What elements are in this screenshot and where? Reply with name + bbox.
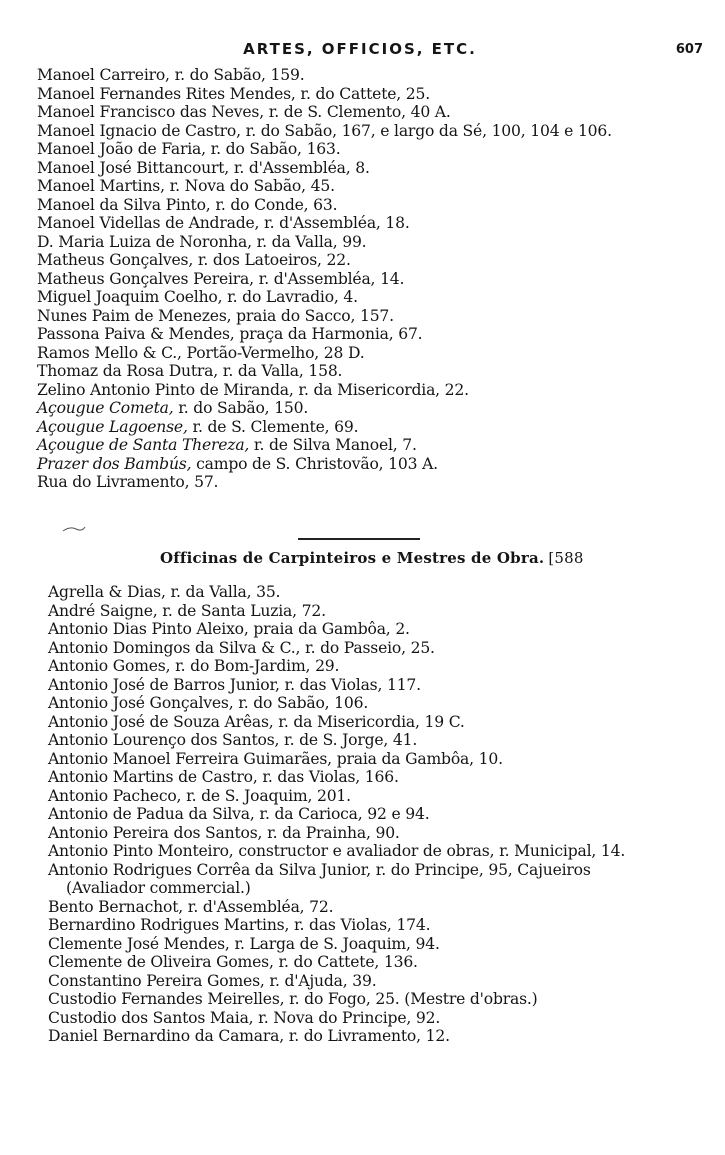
entry-name: Antonio José de Barros Junior, xyxy=(48,675,280,694)
directory-entry xyxy=(37,140,717,159)
directory-entry xyxy=(48,953,718,972)
entry-address: praia da Gambôa, 2. xyxy=(248,620,410,638)
entry-name: Manoel Ignacio de Castro, xyxy=(37,121,241,140)
entry-address: r. d'Ajuda, 39. xyxy=(264,971,377,990)
directory-entry xyxy=(48,768,718,787)
entry-name: D. Maria Luiza de Noronha, xyxy=(37,232,252,251)
directory-entry xyxy=(37,381,717,400)
directory-entry xyxy=(48,694,718,713)
entry-address: r. da Carioca, 92 e 94. xyxy=(254,805,430,823)
entry-name: Manoel da Silva Pinto, xyxy=(37,195,211,214)
directory-entry xyxy=(37,66,717,85)
directory-entry xyxy=(37,344,717,363)
entry-address: r. das Violas, 174. xyxy=(289,916,431,934)
entry-name: Clemente José Mendes, xyxy=(48,934,230,953)
entry-name: Zelino Antonio Pinto de Miranda, xyxy=(37,380,294,399)
directory-entry xyxy=(48,750,718,769)
running-head xyxy=(0,40,725,60)
entry-address: r. do Sabão, 150. xyxy=(173,399,309,417)
entry-name: Bento Bernachot, xyxy=(48,897,184,916)
directory-entry xyxy=(37,270,717,289)
entry-name: Miguel Joaquim Coelho, xyxy=(37,288,223,306)
directory-entry xyxy=(48,935,718,954)
entry-address: r. do Bom-Jardim, 29. xyxy=(170,657,340,675)
directory-entry xyxy=(37,177,717,196)
entry-address: r. das Violas, 166. xyxy=(257,768,399,786)
directory-entry xyxy=(48,1027,718,1046)
entry-name: Antonio Lourenço dos Santos, xyxy=(48,731,280,749)
directory-entry xyxy=(37,103,717,122)
entry-name: Clemente de Oliveira Gomes, xyxy=(48,953,274,971)
entry-address: r. do Passeio, 25. xyxy=(300,638,435,657)
entry-address: praça da Harmonia, 67. xyxy=(234,325,423,343)
entry-address: r. da Valla, 35. xyxy=(165,583,281,601)
directory-entry xyxy=(48,990,718,1009)
entry-address: r. de S. Joaquim, 201. xyxy=(181,786,351,805)
entry-name: Manoel Carreiro, xyxy=(37,66,170,84)
directory-entry xyxy=(37,214,717,233)
entry-address: r. de S. Clemente, 69. xyxy=(187,417,359,436)
entry-address: r. de Santa Luzia, 72. xyxy=(157,601,326,620)
directory-entry xyxy=(37,85,717,104)
entry-name: Manoel Fernandes Rites Mendes, xyxy=(37,84,296,103)
directory-entry xyxy=(37,251,717,270)
entry-address: r. do Sabão, 167, e largo da Sé, 100, 104 e 106. xyxy=(240,121,612,140)
entry-address: 57. xyxy=(189,473,219,491)
entry-name: André Saigne, xyxy=(48,601,158,620)
entry-address: r. do Livramento, 12. xyxy=(283,1027,450,1045)
directory-entry xyxy=(37,288,717,307)
entry-address: r. Larga de S. Joaquim, 94. xyxy=(229,934,440,953)
entry-name: Rua do Livramento, xyxy=(37,473,190,491)
section-divider xyxy=(298,538,420,540)
entry-name: Antonio Rodrigues Corrêa da Silva Junior, xyxy=(48,860,371,879)
directory-entry xyxy=(48,602,718,621)
entry-address: r. d'Assembléa, 72. xyxy=(183,897,334,916)
entry-address: r. da Misericordia, 19 C. xyxy=(273,712,465,731)
entry-name: Antonio José Gonçalves, xyxy=(48,694,234,712)
directory-entry xyxy=(37,307,717,326)
carpenters-list xyxy=(48,583,718,1046)
entry-address: r. d'Assembléa, 18. xyxy=(259,214,410,232)
entry-name: Antonio José de Souza Arêas, xyxy=(48,712,274,731)
directory-entry xyxy=(37,418,717,437)
directory-entry xyxy=(37,362,717,381)
directory-entry xyxy=(37,122,717,141)
directory-entry xyxy=(48,805,718,824)
entry-address: Portão-Vermelho, 28 D. xyxy=(181,343,365,362)
entry-address: r. do Cattete, 25. xyxy=(295,84,431,103)
directory-entry xyxy=(48,861,718,898)
entry-name: Manoel João de Faria, xyxy=(37,140,206,158)
running-title: ARTES, OFFICIOS, ETC. xyxy=(243,40,477,58)
entry-name: Açougue Lagoense, xyxy=(37,417,188,436)
section-title: Officinas de Carpinteiros e Mestres de Obra. xyxy=(160,549,545,567)
entry-name: Antonio Gomes, xyxy=(48,657,171,675)
entry-name: Constantino Pereira Gomes, xyxy=(48,971,265,990)
section-count: [588 xyxy=(548,549,584,567)
entry-name: Antonio Dias Pinto Aleixo, xyxy=(48,620,249,638)
directory-entry xyxy=(37,473,717,492)
ink-mark xyxy=(62,525,86,533)
directory-entry xyxy=(48,898,718,917)
page-number: 607 xyxy=(675,42,703,57)
entry-address: r. de S. Clemento, 40 A. xyxy=(264,103,451,121)
directory-entry xyxy=(37,325,717,344)
directory-entry xyxy=(48,824,718,843)
entry-name: Manoel José Bittancourt, xyxy=(37,158,230,177)
directory-entry xyxy=(37,436,717,455)
entry-address: r. da Valla, 99. xyxy=(251,232,367,251)
entry-name: Custodio Fernandes Meirelles, xyxy=(48,990,285,1008)
entry-address: constructor e avaliador de obras, r. Municipal, 14. xyxy=(233,842,626,860)
entry-name: Antonio Domingos da Silva & C., xyxy=(48,638,301,657)
entry-name: Açougue Cometa, xyxy=(37,399,174,417)
entry-name: Antonio de Padua da Silva, xyxy=(48,805,255,823)
directory-list-continued xyxy=(37,66,717,492)
entry-name: Agrella & Dias, xyxy=(48,583,166,601)
directory-entry xyxy=(48,1009,718,1028)
directory-entry xyxy=(48,620,718,639)
entry-address: praia da Gambôa, 10. xyxy=(331,749,503,768)
entry-address: praia do Sacco, 157. xyxy=(231,306,394,325)
entry-name: Antonio Pacheco, xyxy=(48,786,182,805)
entry-address: r. da Prainha, 90. xyxy=(262,823,400,842)
directory-entry xyxy=(48,713,718,732)
section-heading xyxy=(160,549,680,567)
entry-name: Matheus Gonçalves, xyxy=(37,251,194,269)
entry-name: Açougue de Santa Thereza, xyxy=(37,436,250,454)
entry-address: r. de Silva Manoel, 7. xyxy=(249,436,417,454)
entry-address: r. Nova do Principe, 92. xyxy=(253,1008,441,1027)
directory-entry xyxy=(48,842,718,861)
entry-address: r. do Lavradio, 4. xyxy=(222,288,358,306)
directory-entry xyxy=(48,657,718,676)
entry-address: r. das Violas, 117. xyxy=(279,675,421,694)
directory-entry xyxy=(37,233,717,252)
entry-name: Daniel Bernardino da Camara, xyxy=(48,1027,284,1045)
entry-address: r. da Valla, 158. xyxy=(218,362,343,380)
entry-name: Manoel Martins, xyxy=(37,177,165,195)
entry-name: Antonio Martins de Castro, xyxy=(48,768,258,786)
entry-name: Manoel Videllas de Andrade, xyxy=(37,214,260,232)
entry-name: Bernardino Rodrigues Martins, xyxy=(48,916,290,934)
directory-entry xyxy=(48,916,718,935)
entry-address: campo de S. Christovão, 103 A. xyxy=(191,454,438,473)
entry-name: Antonio Pereira dos Santos, xyxy=(48,823,263,842)
entry-note: (Avaliador commercial.) xyxy=(66,879,251,897)
entry-name: Custodio dos Santos Maia, xyxy=(48,1008,254,1027)
entry-address: r. do Cattete, 136. xyxy=(273,953,418,971)
entry-address: r. do Sabão, 159. xyxy=(169,66,305,84)
entry-name: Antonio Manoel Ferreira Guimarães, xyxy=(48,749,332,768)
entry-address: r. de S. Jorge, 41. xyxy=(279,731,418,749)
directory-entry xyxy=(48,639,718,658)
entry-address: r. d'Assembléa, 8. xyxy=(229,158,370,177)
entry-name: Manoel Francisco das Neves, xyxy=(37,103,264,121)
entry-address: r. do Conde, 63. xyxy=(210,195,338,214)
entry-address: r. da Misericordia, 22. xyxy=(293,380,469,399)
entry-address: r. do Sabão, 163. xyxy=(205,140,341,158)
entry-address: r. do Principe, 95, Cajueiros xyxy=(370,860,591,879)
directory-entry xyxy=(37,455,717,474)
entry-name: Passona Paiva & Mendes, xyxy=(37,325,235,343)
entry-name: Thomaz da Rosa Dutra, xyxy=(37,362,219,380)
directory-entry xyxy=(48,972,718,991)
directory-entry xyxy=(48,676,718,695)
entry-address: r. Nova do Sabão, 45. xyxy=(164,177,335,195)
entry-address: r. d'Assembléa, 14. xyxy=(253,269,405,288)
entry-name: Antonio Pinto Monteiro, xyxy=(48,842,234,860)
entry-name: Matheus Gonçalves Pereira, xyxy=(37,269,254,288)
entry-name: Prazer dos Bambús, xyxy=(37,454,192,473)
directory-entry xyxy=(48,583,718,602)
entry-name: Nunes Paim de Menezes, xyxy=(37,306,232,325)
entry-address: r. do Fogo, 25. (Mestre d'obras.) xyxy=(284,990,538,1008)
directory-entry xyxy=(37,399,717,418)
entry-address: r. dos Latoeiros, 22. xyxy=(193,251,351,269)
entry-address: r. do Sabão, 106. xyxy=(233,694,369,712)
directory-entry xyxy=(48,787,718,806)
entry-name: Ramos Mello & C., xyxy=(37,343,182,362)
directory-entry xyxy=(37,159,717,178)
directory-entry xyxy=(37,196,717,215)
directory-entry xyxy=(48,731,718,750)
